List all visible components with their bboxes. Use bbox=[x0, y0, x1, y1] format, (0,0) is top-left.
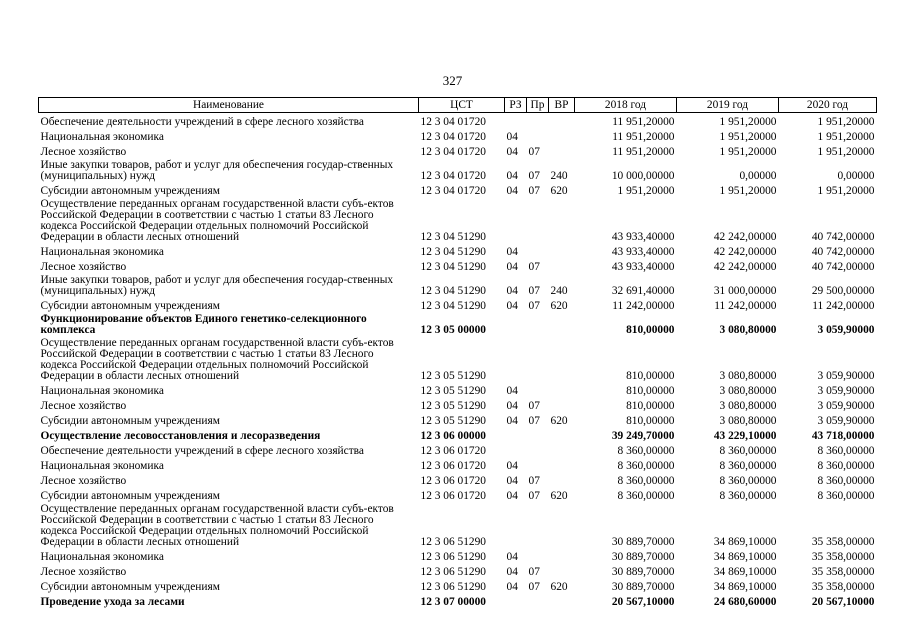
cell-pr: 07 bbox=[528, 581, 540, 593]
header-2020: 2020 год bbox=[779, 98, 877, 113]
cell-vr: 620 bbox=[550, 185, 568, 197]
cell-cst: 12 3 07 00000 bbox=[420, 596, 486, 608]
cell-name: Лесное хозяйство bbox=[40, 475, 127, 487]
cell-rz bbox=[505, 113, 527, 129]
cell-pr bbox=[527, 197, 549, 243]
cell-pr bbox=[527, 382, 549, 397]
cell-cst: 12 3 06 01720 bbox=[420, 460, 486, 472]
cell-pr bbox=[527, 502, 549, 548]
cell-2018: 10 000,00000 bbox=[611, 170, 675, 182]
cell-2020: 20 567,10000 bbox=[811, 596, 875, 608]
cell-cst: 12 3 06 51290 bbox=[420, 566, 486, 578]
cell-2020: 8 360,00000 bbox=[817, 460, 875, 472]
cell-pr: 07 bbox=[528, 475, 540, 487]
cell-rz: 04 bbox=[506, 475, 518, 487]
cell-cst: 12 3 04 01720 bbox=[420, 170, 486, 182]
table-row bbox=[39, 593, 877, 608]
cell-pr bbox=[527, 336, 549, 382]
cell-pr: 07 bbox=[528, 170, 540, 182]
cell-cst: 12 3 05 51290 bbox=[420, 370, 486, 382]
cell-rz bbox=[505, 312, 527, 336]
table-body bbox=[39, 113, 877, 609]
cell-2019: 8 360,00000 bbox=[719, 490, 777, 502]
cell-name: Субсидии автономным учреждениям bbox=[40, 300, 220, 312]
cell-cst: 12 3 05 51290 bbox=[420, 415, 486, 427]
cell-2018: 810,00000 bbox=[626, 400, 675, 412]
cell-pr bbox=[527, 427, 549, 442]
cell-rz bbox=[505, 593, 527, 608]
cell-2020: 35 358,00000 bbox=[811, 551, 875, 563]
cell-vr bbox=[549, 258, 575, 273]
cell-2018: 1 951,20000 bbox=[617, 185, 675, 197]
cell-pr: 07 bbox=[528, 146, 540, 158]
cell-rz: 04 bbox=[506, 285, 518, 297]
cell-vr bbox=[549, 312, 575, 336]
cell-2018: 32 691,40000 bbox=[611, 285, 675, 297]
cell-2018: 8 360,00000 bbox=[617, 475, 675, 487]
cell-2020: 35 358,00000 bbox=[811, 581, 875, 593]
cell-name: Иные закупки товаров, работ и услуг для обеспечения государ-ственных (муниципальных) нужд bbox=[40, 159, 394, 182]
cell-2020: 3 059,90000 bbox=[817, 324, 875, 336]
header-cst: ЦСТ bbox=[419, 98, 505, 113]
cell-2020: 8 360,00000 bbox=[817, 475, 875, 487]
cell-vr bbox=[549, 243, 575, 258]
cell-vr bbox=[549, 427, 575, 442]
table-row bbox=[39, 427, 877, 442]
cell-2019: 34 869,10000 bbox=[713, 581, 777, 593]
cell-2018: 11 951,20000 bbox=[612, 131, 675, 143]
cell-vr bbox=[549, 336, 575, 382]
cell-2020: 35 358,00000 bbox=[811, 536, 875, 548]
cell-rz: 04 bbox=[506, 246, 518, 258]
cell-2018: 8 360,00000 bbox=[617, 490, 675, 502]
cell-vr bbox=[549, 397, 575, 412]
cell-rz bbox=[505, 336, 527, 382]
cell-vr bbox=[549, 472, 575, 487]
cell-pr: 07 bbox=[528, 261, 540, 273]
table-header-row bbox=[39, 98, 877, 113]
cell-2019: 11 242,00000 bbox=[714, 300, 777, 312]
cell-2019: 34 869,10000 bbox=[713, 551, 777, 563]
cell-vr bbox=[549, 593, 575, 608]
cell-rz bbox=[505, 502, 527, 548]
cell-name: Национальная экономика bbox=[40, 131, 164, 143]
cell-vr bbox=[549, 548, 575, 563]
cell-vr: 620 bbox=[550, 415, 568, 427]
cell-2018: 43 933,40000 bbox=[611, 261, 675, 273]
cell-rz: 04 bbox=[506, 261, 518, 273]
cell-pr: 07 bbox=[528, 185, 540, 197]
cell-cst: 12 3 04 01720 bbox=[420, 116, 486, 128]
cell-rz: 04 bbox=[506, 385, 518, 397]
cell-cst: 12 3 04 01720 bbox=[420, 185, 486, 197]
cell-2020: 0,00000 bbox=[837, 170, 875, 182]
cell-2020: 3 059,90000 bbox=[817, 385, 875, 397]
cell-rz: 04 bbox=[506, 415, 518, 427]
cell-cst: 12 3 04 51290 bbox=[420, 246, 486, 258]
cell-vr bbox=[549, 502, 575, 548]
cell-2019: 31 000,00000 bbox=[713, 285, 777, 297]
cell-name: Субсидии автономным учреждениям bbox=[40, 490, 220, 502]
cell-2018: 8 360,00000 bbox=[617, 460, 675, 472]
table-row bbox=[39, 113, 877, 129]
cell-2018: 8 360,00000 bbox=[617, 445, 675, 457]
cell-2018: 43 933,40000 bbox=[611, 231, 675, 243]
cell-2019: 8 360,00000 bbox=[719, 445, 777, 457]
cell-name: Функционирование объектов Единого генетико-селекционного комплекса bbox=[40, 313, 367, 336]
header-pr: Пр bbox=[527, 98, 549, 113]
cell-rz: 04 bbox=[506, 581, 518, 593]
cell-pr bbox=[527, 548, 549, 563]
cell-cst: 12 3 06 01720 bbox=[420, 445, 486, 457]
cell-2019: 42 242,00000 bbox=[713, 261, 777, 273]
cell-vr bbox=[549, 128, 575, 143]
table-row bbox=[39, 336, 877, 382]
cell-rz bbox=[505, 442, 527, 457]
table-row bbox=[39, 442, 877, 457]
header-name: Наименование bbox=[39, 98, 419, 113]
cell-cst: 12 3 06 00000 bbox=[420, 430, 486, 442]
cell-rz: 04 bbox=[506, 551, 518, 563]
cell-2019: 24 680,60000 bbox=[713, 596, 777, 608]
cell-pr bbox=[527, 457, 549, 472]
cell-cst: 12 3 06 01720 bbox=[420, 475, 486, 487]
cell-cst: 12 3 05 51290 bbox=[420, 400, 486, 412]
cell-2020: 3 059,90000 bbox=[817, 415, 875, 427]
cell-vr bbox=[549, 382, 575, 397]
cell-2019: 1 951,20000 bbox=[719, 131, 777, 143]
table-row bbox=[39, 382, 877, 397]
cell-2019: 34 869,10000 bbox=[713, 566, 777, 578]
cell-rz: 04 bbox=[506, 300, 518, 312]
cell-2020: 40 742,00000 bbox=[811, 246, 875, 258]
cell-name: Осуществление переданных органам государственной власти субъ-ектов Российской Федерации в соответствии с частью 1 статьи 83 Лесного кодекса Российской Федерации отдельных полномочий Российской Федерации в области лесных отношений bbox=[40, 337, 394, 382]
cell-2019: 42 242,00000 bbox=[713, 246, 777, 258]
cell-2019: 1 951,20000 bbox=[719, 116, 777, 128]
cell-2020: 8 360,00000 bbox=[817, 445, 875, 457]
table-row bbox=[39, 472, 877, 487]
cell-2019: 43 229,10000 bbox=[713, 430, 777, 442]
cell-name: Лесное хозяйство bbox=[40, 261, 127, 273]
cell-cst: 12 3 04 51290 bbox=[420, 261, 486, 273]
table-row bbox=[39, 487, 877, 502]
cell-pr bbox=[527, 442, 549, 457]
cell-2020: 40 742,00000 bbox=[811, 261, 875, 273]
cell-2018: 11 242,00000 bbox=[612, 300, 675, 312]
cell-vr: 620 bbox=[550, 300, 568, 312]
cell-cst: 12 3 06 51290 bbox=[420, 581, 486, 593]
cell-2020: 3 059,90000 bbox=[817, 400, 875, 412]
header-2019: 2019 год bbox=[677, 98, 779, 113]
cell-2018: 43 933,40000 bbox=[611, 246, 675, 258]
cell-2018: 39 249,70000 bbox=[611, 430, 675, 442]
cell-pr bbox=[527, 243, 549, 258]
cell-pr bbox=[527, 128, 549, 143]
cell-cst: 12 3 05 00000 bbox=[420, 324, 486, 336]
cell-name: Национальная экономика bbox=[40, 460, 164, 472]
cell-cst: 12 3 06 01720 bbox=[420, 490, 486, 502]
cell-2020: 40 742,00000 bbox=[811, 231, 875, 243]
cell-2019: 3 080,80000 bbox=[719, 324, 777, 336]
cell-cst: 12 3 04 51290 bbox=[420, 231, 486, 243]
cell-name: Субсидии автономным учреждениям bbox=[40, 415, 220, 427]
cell-rz: 04 bbox=[506, 131, 518, 143]
cell-cst: 12 3 04 01720 bbox=[420, 146, 486, 158]
cell-rz: 04 bbox=[506, 170, 518, 182]
table-row bbox=[39, 297, 877, 312]
cell-2020: 35 358,00000 bbox=[811, 566, 875, 578]
cell-2020: 1 951,20000 bbox=[817, 185, 875, 197]
cell-cst: 12 3 04 51290 bbox=[420, 300, 486, 312]
cell-2018: 30 889,70000 bbox=[611, 581, 675, 593]
cell-2019: 8 360,00000 bbox=[719, 460, 777, 472]
cell-name: Национальная экономика bbox=[40, 246, 164, 258]
cell-2019: 3 080,80000 bbox=[719, 370, 777, 382]
header-rz: РЗ bbox=[505, 98, 527, 113]
cell-pr: 07 bbox=[528, 285, 540, 297]
page-number: 327 bbox=[442, 73, 463, 88]
cell-2018: 810,00000 bbox=[626, 370, 675, 382]
cell-vr: 620 bbox=[550, 581, 568, 593]
cell-rz: 04 bbox=[506, 185, 518, 197]
table-row bbox=[39, 158, 877, 182]
cell-pr bbox=[527, 312, 549, 336]
cell-2020: 29 500,00000 bbox=[811, 285, 875, 297]
cell-name: Субсидии автономным учреждениям bbox=[40, 185, 220, 197]
table-row bbox=[39, 397, 877, 412]
table-row bbox=[39, 143, 877, 158]
cell-vr: 240 bbox=[550, 285, 568, 297]
table-row bbox=[39, 243, 877, 258]
cell-rz bbox=[505, 197, 527, 243]
cell-vr bbox=[549, 442, 575, 457]
table-row bbox=[39, 457, 877, 472]
table-row bbox=[39, 563, 877, 578]
cell-name: Лесное хозяйство bbox=[40, 566, 127, 578]
table-row bbox=[39, 273, 877, 297]
cell-vr bbox=[549, 563, 575, 578]
cell-2020: 11 242,00000 bbox=[812, 300, 875, 312]
cell-rz: 04 bbox=[506, 566, 518, 578]
cell-name: Лесное хозяйство bbox=[40, 400, 127, 412]
cell-vr bbox=[549, 143, 575, 158]
budget-table bbox=[38, 97, 877, 608]
cell-rz: 04 bbox=[506, 460, 518, 472]
cell-vr: 240 bbox=[550, 170, 568, 182]
cell-2018: 810,00000 bbox=[626, 324, 675, 336]
cell-2020: 8 360,00000 bbox=[817, 490, 875, 502]
table-row bbox=[39, 412, 877, 427]
cell-vr bbox=[549, 457, 575, 472]
cell-pr: 07 bbox=[528, 400, 540, 412]
cell-name: Осуществление лесовосстановления и лесоразведения bbox=[40, 430, 321, 442]
cell-2018: 20 567,10000 bbox=[611, 596, 675, 608]
cell-2019: 42 242,00000 bbox=[713, 231, 777, 243]
cell-rz: 04 bbox=[506, 146, 518, 158]
cell-cst: 12 3 06 51290 bbox=[420, 551, 486, 563]
table-row bbox=[39, 197, 877, 243]
cell-2019: 3 080,80000 bbox=[719, 415, 777, 427]
cell-2018: 810,00000 bbox=[626, 385, 675, 397]
cell-name: Иные закупки товаров, работ и услуг для обеспечения государ-ственных (муниципальных) нужд bbox=[40, 274, 394, 297]
table-row bbox=[39, 502, 877, 548]
cell-2020: 1 951,20000 bbox=[817, 131, 875, 143]
cell-2018: 11 951,20000 bbox=[612, 116, 675, 128]
cell-2018: 30 889,70000 bbox=[611, 566, 675, 578]
cell-pr: 07 bbox=[528, 566, 540, 578]
cell-rz bbox=[505, 427, 527, 442]
cell-2018: 30 889,70000 bbox=[611, 536, 675, 548]
header-2018: 2018 год bbox=[575, 98, 677, 113]
cell-vr bbox=[549, 197, 575, 243]
cell-2020: 43 718,00000 bbox=[811, 430, 875, 442]
cell-pr: 07 bbox=[528, 490, 540, 502]
cell-cst: 12 3 06 51290 bbox=[420, 536, 486, 548]
table-row bbox=[39, 128, 877, 143]
cell-name: Осуществление переданных органам государственной власти субъ-ектов Российской Федерации в соответствии с частью 1 статьи 83 Лесного кодекса Российской Федерации отдельных полномочий Российской Федерации в области лесных отношений bbox=[40, 503, 394, 548]
table-row bbox=[39, 578, 877, 593]
table-row bbox=[39, 312, 877, 336]
cell-2019: 34 869,10000 bbox=[713, 536, 777, 548]
table-row bbox=[39, 182, 877, 197]
cell-name: Обеспечение деятельности учреждений в сфере лесного хозяйства bbox=[40, 116, 364, 128]
cell-cst: 12 3 04 51290 bbox=[420, 285, 486, 297]
cell-name: Обеспечение деятельности учреждений в сфере лесного хозяйства bbox=[40, 445, 364, 457]
cell-rz: 04 bbox=[506, 490, 518, 502]
cell-2019: 8 360,00000 bbox=[719, 475, 777, 487]
cell-2019: 3 080,80000 bbox=[719, 385, 777, 397]
cell-2019: 1 951,20000 bbox=[719, 146, 777, 158]
cell-2018: 810,00000 bbox=[626, 415, 675, 427]
cell-pr: 07 bbox=[528, 300, 540, 312]
cell-2020: 1 951,20000 bbox=[817, 116, 875, 128]
cell-name: Национальная экономика bbox=[40, 385, 164, 397]
cell-vr: 620 bbox=[550, 490, 568, 502]
cell-vr bbox=[549, 113, 575, 129]
cell-2018: 30 889,70000 bbox=[611, 551, 675, 563]
table-row bbox=[39, 548, 877, 563]
cell-2020: 1 951,20000 bbox=[817, 146, 875, 158]
cell-pr bbox=[527, 113, 549, 129]
header-vr: ВР bbox=[549, 98, 575, 113]
cell-pr: 07 bbox=[528, 415, 540, 427]
cell-2020: 3 059,90000 bbox=[817, 370, 875, 382]
cell-rz: 04 bbox=[506, 400, 518, 412]
cell-name: Национальная экономика bbox=[40, 551, 164, 563]
cell-pr bbox=[527, 593, 549, 608]
cell-name: Субсидии автономным учреждениям bbox=[40, 581, 220, 593]
table-row bbox=[39, 258, 877, 273]
cell-name: Лесное хозяйство bbox=[40, 146, 127, 158]
cell-2019: 3 080,80000 bbox=[719, 400, 777, 412]
cell-cst: 12 3 04 01720 bbox=[420, 131, 486, 143]
cell-2019: 1 951,20000 bbox=[719, 185, 777, 197]
cell-name: Проведение ухода за лесами bbox=[40, 596, 185, 608]
cell-cst: 12 3 05 51290 bbox=[420, 385, 486, 397]
cell-name: Осуществление переданных органам государственной власти субъ-ектов Российской Федерации в соответствии с частью 1 статьи 83 Лесного кодекса Российской Федерации отдельных полномочий Российской Федерации в области лесных отношений bbox=[40, 198, 394, 243]
cell-2019: 0,00000 bbox=[739, 170, 777, 182]
cell-2018: 11 951,20000 bbox=[612, 146, 675, 158]
